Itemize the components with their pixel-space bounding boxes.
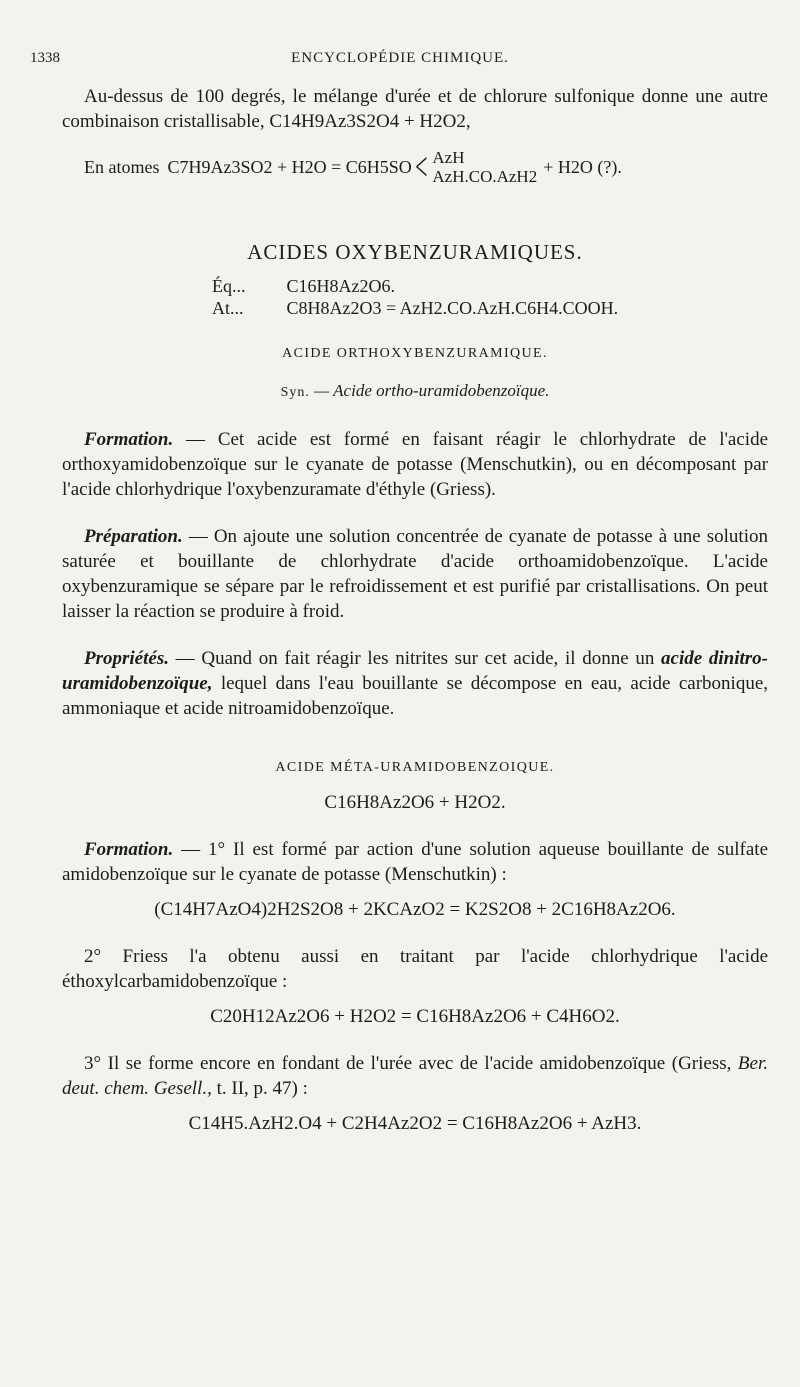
- eq-label: Éq...: [212, 276, 246, 296]
- proprietes-label: Propriétés.: [84, 648, 169, 669]
- page-header: [30, 50, 770, 74]
- ortho-formation: [62, 427, 768, 502]
- section-title: ACIDES OXYBENZURAMIQUES.: [247, 240, 583, 264]
- meta-item3-text-2: t. II, p. 47) :: [216, 1078, 308, 1099]
- page-content: [62, 84, 768, 1146]
- meta-item1-formula: (C14H7AzO4)2H2S2O8 + 2KCAzO2 = K2S2O8 + 2C16H8Az2O6.: [154, 899, 676, 920]
- proprietes-text-2: lequel dans l'eau bouillante se décompose en eau, acide carbonique, ammoniaque et acide nitroamidobenzoïque.: [62, 673, 769, 719]
- atomes-branch: [432, 148, 537, 186]
- ortho-title: ACIDE ORTHOXYBENZURAMIQUE.: [282, 346, 548, 361]
- meta-item3: [62, 1051, 768, 1101]
- atomic-formula: [212, 297, 768, 319]
- syn-value: — Acide ortho-uramidobenzoïque.: [314, 381, 550, 400]
- atomes-prefix: En atomes: [84, 156, 160, 177]
- intro-text: Au-dessus de 100 degrés, le mélange d'urée et de chlorure sulfonique donne une autre combinaison cristallisable,: [62, 86, 768, 132]
- meta-title: ACIDE MÉTA-URAMIDOBENZOIQUE.: [275, 760, 555, 775]
- meta-formation-label: Formation.: [84, 839, 174, 860]
- atomes-equation: [62, 140, 768, 194]
- meta-item2: 2° Friess l'a obtenu aussi en traitant par l'acide chlorhydrique l'acide éthoxylcarbamidobenzoïque :: [62, 946, 768, 992]
- at-value: C8H8Az2O3 = AzH2.CO.AzH.C6H4.COOH.: [286, 298, 619, 318]
- branch-bottom: AzH.CO.AzH2: [432, 167, 538, 186]
- branch-bracket: <: [414, 144, 428, 189]
- proprietes-italic: acide dinitro-uramidobenzoïque,: [62, 648, 769, 694]
- formation-label: Formation.: [84, 429, 174, 450]
- atomes-suffix: + H2O (?).: [543, 156, 622, 177]
- meta-item3-text-1: 3° Il se forme encore en fondant de l'urée avec de l'acide amidobenzoïque (Griess,: [84, 1053, 732, 1074]
- syn-label: Syn.: [280, 385, 310, 400]
- ortho-proprietes: [62, 646, 768, 721]
- eq-value: C16H8Az2O6.: [286, 276, 395, 296]
- intro-paragraph: [62, 84, 768, 134]
- meta-item2-formula: C20H12Az2O6 + H2O2 = C16H8Az2O6 + C4H6O2.: [210, 1006, 620, 1027]
- meta-formula: C16H8Az2O6 + H2O2.: [324, 792, 506, 813]
- synonym-line: [62, 378, 768, 405]
- equivalent-formula: [212, 275, 768, 297]
- meta-item3-italic: Ber. deut. chem. Gesell.,: [62, 1053, 768, 1099]
- page-number: 1338: [30, 50, 60, 66]
- preparation-text: — On ajoute une solution concentrée de cyanate de potasse à une solution saturée et bouillante de chlorhydrate d'acide orthoamidobenzoïque. L'acide oxybenzuramique se sépare par le refroidissement et est purifié par cristallisations. On peut laisser la réaction se produire à froid.: [62, 526, 768, 622]
- proprietes-text-1: — Quand on fait réagir les nitrites sur cet acide, il donne un: [175, 648, 655, 669]
- at-label: At...: [212, 298, 244, 318]
- meta-formation-1: [62, 837, 768, 887]
- meta-item1-text: — 1° Il est formé par action d'une solution aqueuse bouillante de sulfate amidobenzoïque sur le cyanate de potasse (Menschutkin) :: [62, 839, 768, 885]
- preparation-label: Préparation.: [84, 526, 183, 547]
- branch-top: AzH: [432, 148, 465, 167]
- atomes-left: C7H9Az3SO2 + H2O = C6H5SO: [167, 156, 412, 177]
- intro-formula: C14H9Az3S2O4 + H2O2,: [269, 111, 471, 132]
- meta-item3-formula: C14H5.AzH2.O4 + C2H4Az2O2 = C16H8Az2O6 + AzH3.: [188, 1113, 642, 1134]
- running-title: ENCYCLOPÉDIE CHIMIQUE.: [291, 50, 509, 66]
- ortho-preparation: [62, 524, 768, 624]
- formation-text: — Cet acide est formé en faisant réagir le chlorhydrate de l'acide orthoxyamidobenzoïque sur le cyanate de potasse (Menschutkin), ou en décomposant par l'acide chlorhydrique l'oxybenzuramate d'éthyle (Griess).: [62, 429, 769, 500]
